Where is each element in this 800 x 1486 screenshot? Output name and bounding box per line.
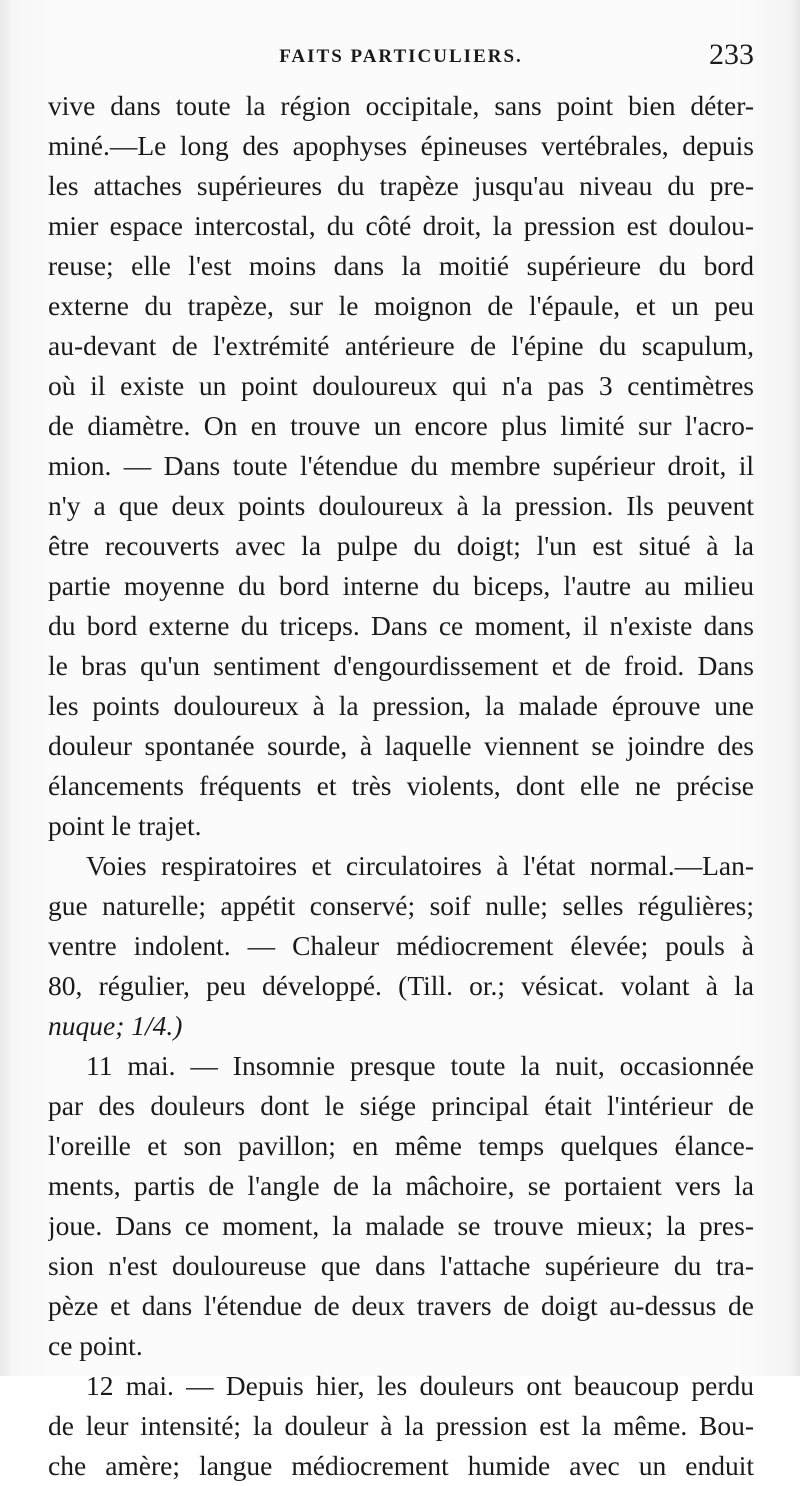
- text-line: partie moyenne du bord interne du biceps, l'autre au milieu: [48, 570, 754, 601]
- text-line: le bras qu'un sentiment d'engourdissement et de froid. Dans: [48, 650, 754, 681]
- text-line: par des douleurs dont le siége principal était l'intérieur de: [48, 1090, 754, 1121]
- text-line: externe du trapèze, sur le moignon de l'épaule, et un peu: [48, 290, 754, 321]
- text-line: pèze et dans l'étendue de deux travers de doigt au-dessus de: [48, 1290, 754, 1321]
- page-number: 233: [709, 38, 754, 71]
- text-line: gue naturelle; appétit conservé; soif nulle; selles régulières;: [48, 890, 754, 921]
- text-line: être recouverts avec la pulpe du doigt; l'un est situé à la: [48, 530, 754, 561]
- text-line: les points douloureux à la pression, la malade éprouve une: [48, 690, 754, 721]
- running-head: FAITS PARTICULIERS.: [279, 46, 523, 67]
- text-line: 12 mai. — Depuis hier, les douleurs ont beaucoup perdu: [86, 1370, 754, 1401]
- page-header: [48, 36, 754, 80]
- text-line: douleur spontanée sourde, à laquelle viennent se joindre des: [48, 730, 754, 761]
- body-text: [48, 86, 754, 1486]
- text-line: vive dans toute la région occipitale, sans point bien déter-: [48, 90, 754, 121]
- text-line: point le trajet.: [48, 810, 202, 841]
- text-line: mier espace intercostal, du côté droit, la pression est doulou-: [48, 210, 754, 241]
- text-line: nuque; 1/4.): [48, 1010, 183, 1041]
- text-line: che amère; langue médiocrement humide avec un enduit: [48, 1450, 754, 1481]
- text-line: 11 mai. — Insomnie presque toute la nuit, occasionnée: [86, 1050, 754, 1081]
- text-line: 80, régulier, peu développé. (Till. or.; vésicat. volant à la: [48, 970, 754, 1001]
- text-line: ce point.: [48, 1330, 143, 1361]
- text-line: Voies respiratoires et circulatoires à l'état normal.—Lan-: [86, 850, 754, 881]
- text-line: du bord externe du triceps. Dans ce moment, il n'existe dans: [48, 610, 754, 641]
- text-line: n'y a que deux points douloureux à la pression. Ils peuvent: [48, 490, 754, 521]
- text-line: les attaches supérieures du trapèze jusqu'au niveau du pre-: [48, 170, 754, 201]
- text-line: de leur intensité; la douleur à la pression est la même. Bou-: [48, 1410, 754, 1441]
- text-line: joue. Dans ce moment, la malade se trouve mieux; la pres-: [48, 1210, 754, 1241]
- text-line: au-devant de l'extrémité antérieure de l'épine du scapulum,: [48, 330, 754, 361]
- text-line: miné.—Le long des apophyses épineuses vertébrales, depuis: [48, 130, 754, 161]
- text-line: l'oreille et son pavillon; en même temps quelques élance-: [48, 1130, 754, 1161]
- text-line: sion n'est douloureuse que dans l'attache supérieure du tra-: [48, 1250, 754, 1281]
- text-line: où il existe un point douloureux qui n'a pas 3 centimètres: [48, 370, 754, 401]
- text-line: reuse; elle l'est moins dans la moitié supérieure du bord: [48, 250, 754, 281]
- text-line: ments, partis de l'angle de la mâchoire, se portaient vers la: [48, 1170, 754, 1201]
- text-line: ventre indolent. — Chaleur médiocrement élevée; pouls à: [48, 930, 754, 961]
- text-line: élancements fréquents et très violents, dont elle ne précise: [48, 770, 754, 801]
- text-line: mion. — Dans toute l'étendue du membre supérieur droit, il: [48, 450, 754, 481]
- text-line: de diamètre. On en trouve un encore plus limité sur l'acro-: [48, 410, 754, 441]
